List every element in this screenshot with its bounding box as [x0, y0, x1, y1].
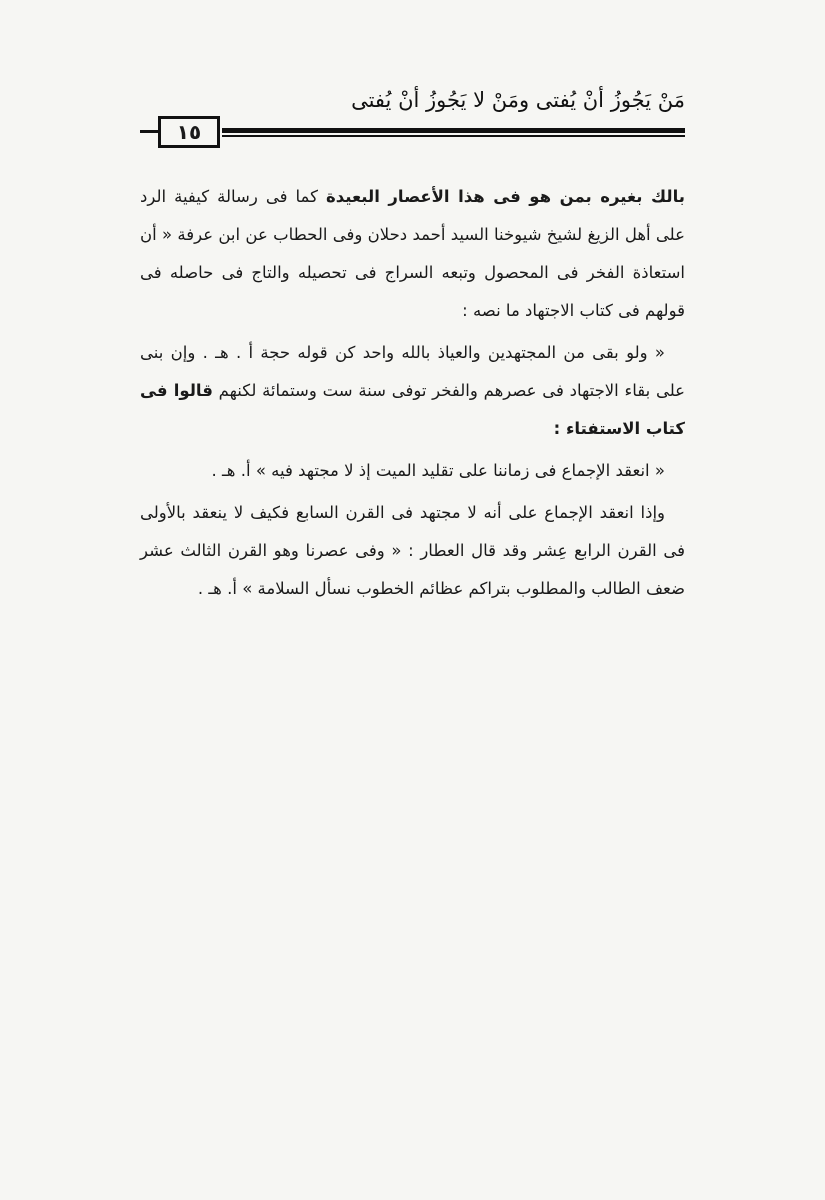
header-rule-stub	[140, 130, 158, 133]
paragraph-2	[140, 334, 685, 448]
paragraph-1	[140, 178, 685, 330]
bold-phrase: قالوا فى كتاب الاستفتاء :	[140, 381, 685, 438]
quote-text: « ولو بقى من المجتهدين والعياذ بالله واحد كن قوله حجة أ . هـ . وإن بنى على بقاء الاجتهاد فى عصرهم والفخر توفى سنة ست وستمائة لكنهم	[140, 343, 686, 400]
running-title: مَنْ يَجُوزُ أنْ يُفتى ومَنْ لا يَجُوزُ أنْ يُفتى	[351, 88, 685, 112]
paragraph-4	[140, 494, 685, 608]
quote-text: « انعقد الإجماع فى زماننا على تقليد الميت إذ لا مجتهد فيه » أ. هـ .	[211, 461, 665, 480]
paragraph-3	[140, 452, 685, 490]
paragraph-text: كما فى رسالة كيفية الرد على أهل الزيغ لشيخ شيوخنا السيد أحمد دحلان وفى الحطاب عن ابن عرفة « أن استعاذة الفخر فى المحصول وتبعه السراج فى تحصيله والتاج فى حاصله فى قولهم فى كتاب الاجتهاد ما نصه :	[140, 187, 685, 320]
paragraph-text: وإذا انعقد الإجماع على أنه لا مجتهد فى القرن السابع فكيف لا ينعقد بالأولى فى القرن الرابع عِشر وقد قال العطار : « وفى عصرنا وهو القرن الثالث عشر ضعف الطالب والمطلوب بتراكم عظائم الخطوب نسأل السلامة » أ. هـ .	[140, 503, 685, 598]
header-rule-thick	[222, 128, 685, 133]
bold-phrase: بالك بغيره بمن هو فى هذا الأعصار البعيدة	[325, 187, 685, 206]
page-number: ١٥	[158, 116, 220, 148]
header-rule-thin	[222, 135, 685, 137]
body-text	[140, 178, 685, 608]
